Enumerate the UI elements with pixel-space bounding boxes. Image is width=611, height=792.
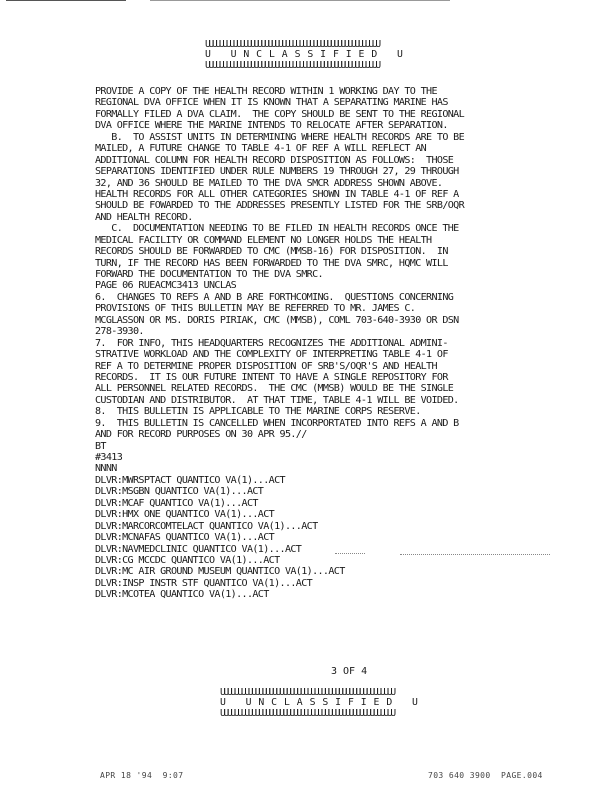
page-indicator: 3 OF 4	[331, 666, 368, 677]
body-line: NNNN	[95, 463, 117, 475]
body-line: DLVR:MCAF QUANTICO VA(1)...ACT	[95, 497, 258, 509]
body-line: DLVR:MCOTEA QUANTICO VA(1)...ACT	[95, 589, 269, 601]
body-line: DLVR:MC AIR GROUND MUSEUM QUANTICO VA(1)...ACT	[95, 566, 345, 578]
body-line: 9. THIS BULLETIN IS CANCELLED WHEN INCORPORTATED INTO REFS A AND B	[95, 417, 459, 429]
body-line: DLVR:MCNAFAS QUANTICO VA(1)...ACT	[95, 532, 275, 544]
body-line: DVA OFFICE WHERE THE MARINE INTENDS TO RELOCATE AFTER SEPARATION.	[95, 120, 448, 132]
body-line: 32, AND 36 SHOULD BE MAILED TO THE DVA SMCR ADDRESS SHOWN ABOVE.	[95, 177, 443, 189]
body-line: MAILED, A FUTURE CHANGE TO TABLE 4-1 OF REF A WILL REFLECT AN	[95, 143, 427, 155]
body-line: DLVR:MARCORCOMTELACT QUANTICO VA(1)...ACT	[95, 520, 318, 532]
body-line: DLVR:MSGBN QUANTICO VA(1)...ACT	[95, 486, 264, 498]
body-line: DLVR:HMX ONE QUANTICO VA(1)...ACT	[95, 509, 275, 521]
body-line: AND HEALTH RECORD.	[95, 211, 193, 223]
body-line: REGIONAL DVA OFFICE WHEN IT IS KNOWN THAT A SEPARATING MARINE HAS	[95, 97, 448, 109]
classification-banner-top	[205, 40, 475, 70]
body-line: ALL PERSONNEL RELATED RECORDS. THE CMC (MMSB) WOULD BE THE SINGLE	[95, 383, 454, 395]
body-line: PROVIDE A COPY OF THE HEALTH RECORD WITHIN 1 WORKING DAY TO THE	[95, 86, 437, 97]
message-body	[95, 86, 595, 601]
scan-artifact	[335, 553, 365, 554]
scan-edge-line	[6, 0, 126, 1]
body-line: HEALTH RECORDS FOR ALL OTHER CATEGORIES SHOWN IN TABLE 4-1 OF REF A	[95, 188, 459, 200]
body-line: RECORDS SHOULD BE FORWARDED TO CMC (MMSB-16) FOR DISPOSITION. IN	[95, 246, 448, 258]
body-line: STRATIVE WORKLOAD AND THE COMPLEXITY OF INTERPRETING TABLE 4-1 OF	[95, 349, 448, 361]
body-line: DLVR:MWRSPTACT QUANTICO VA(1)...ACT	[95, 474, 285, 486]
fax-timestamp: APR 18 '94 9:07	[100, 771, 184, 780]
body-line: 8. THIS BULLETIN IS APPLICABLE TO THE MARINE CORPS RESERVE.	[95, 406, 421, 418]
body-line: MEDICAL FACILITY OR COMMAND ELEMENT NO LONGER HOLDS THE HEALTH	[95, 234, 432, 246]
banner-classification-text: U U N C L A S S I F I E D U	[220, 697, 419, 708]
banner-u-row: UUUUUUUUUUUUUUUUUUUUUUUUUUUUUUUUUUUUUUUUUUUUUUUUUU	[205, 61, 379, 70]
banner-u-row: UUUUUUUUUUUUUUUUUUUUUUUUUUUUUUUUUUUUUUUUUUUUUUUUUU	[220, 688, 394, 697]
scan-artifact	[400, 554, 550, 555]
body-line: FORWARD THE DOCUMENTATION TO THE DVA SMRC.	[95, 269, 323, 280]
body-line: #3413	[95, 452, 123, 463]
body-line: B. TO ASSIST UNITS IN DETERMINING WHERE HEALTH RECORDS ARE TO BE	[95, 131, 465, 143]
body-line: 6. CHANGES TO REFS A AND B ARE FORTHCOMING. QUESTIONS CONCERNING	[95, 291, 454, 303]
classification-banner-bottom	[220, 688, 490, 718]
body-line: FORMALLY FILED A DVA CLAIM. THE COPY SHOULD BE SENT TO THE REGIONAL	[95, 108, 465, 120]
scan-edge-line	[150, 0, 450, 1]
banner-u-row: UUUUUUUUUUUUUUUUUUUUUUUUUUUUUUUUUUUUUUUUUUUUUUUUUU	[205, 40, 379, 49]
body-line: PROVISIONS OF THIS BULLETIN MAY BE REFERRED TO MR. JAMES C.	[95, 303, 416, 315]
body-line: DLVR:CG MCCDC QUANTICO VA(1)...ACT	[95, 554, 280, 566]
body-line: DLVR:NAVMEDCLINIC QUANTICO VA(1)...ACT	[95, 543, 302, 555]
body-line: C. DOCUMENTATION NEEDING TO BE FILED IN HEALTH RECORDS ONCE THE	[95, 223, 459, 235]
body-line: 278-3930.	[95, 326, 144, 338]
body-line: CUSTODIAN AND DISTRIBUTOR. AT THAT TIME, TABLE 4-1 WILL BE VOIDED.	[95, 394, 459, 406]
body-line: MCGLASSON OR MS. DORIS PIRIAK, CMC (MMSB), COML 703-640-3930 OR DSN	[95, 314, 459, 326]
body-line: PAGE 06 RUEACMC3413 UNCLAS	[95, 280, 237, 292]
banner-classification-text: U U N C L A S S I F I E D U	[205, 49, 404, 60]
body-line: BT	[95, 440, 106, 452]
body-line: TURN, IF THE RECORD HAS BEEN FORWARDED TO THE DVA SMRC, HQMC WILL	[95, 257, 448, 269]
body-line: DLVR:INSP INSTR STF QUANTICO VA(1)...ACT	[95, 577, 313, 589]
body-line: ADDITIONAL COLUMN FOR HEALTH RECORD DISPOSITION AS FOLLOWS: THOSE	[95, 154, 454, 166]
fax-page-stamp: 703 640 3900 PAGE.004	[428, 771, 543, 780]
body-line: SEPARATIONS IDENTIFIED UNDER RULE NUMBERS 19 THROUGH 27, 29 THROUGH	[95, 166, 459, 178]
body-line: REF A TO DETERMINE PROPER DISPOSITION OF SRB'S/OQR'S AND HEALTH	[95, 360, 437, 372]
body-line: 7. FOR INFO, THIS HEADQUARTERS RECOGNIZES THE ADDITIONAL ADMINI-	[95, 337, 448, 349]
body-line: AND FOR RECORD PURPOSES ON 30 APR 95.//	[95, 429, 307, 441]
body-line: SHOULD BE FOWARDED TO THE ADDRESSES PRESENTLY LISTED FOR THE SRB/OQR	[95, 200, 465, 212]
banner-u-row: UUUUUUUUUUUUUUUUUUUUUUUUUUUUUUUUUUUUUUUUUUUUUUUUUU	[220, 709, 394, 718]
body-line: RECORDS. IT IS OUR FUTURE INTENT TO HAVE A SINGLE REPOSITORY FOR	[95, 371, 448, 383]
